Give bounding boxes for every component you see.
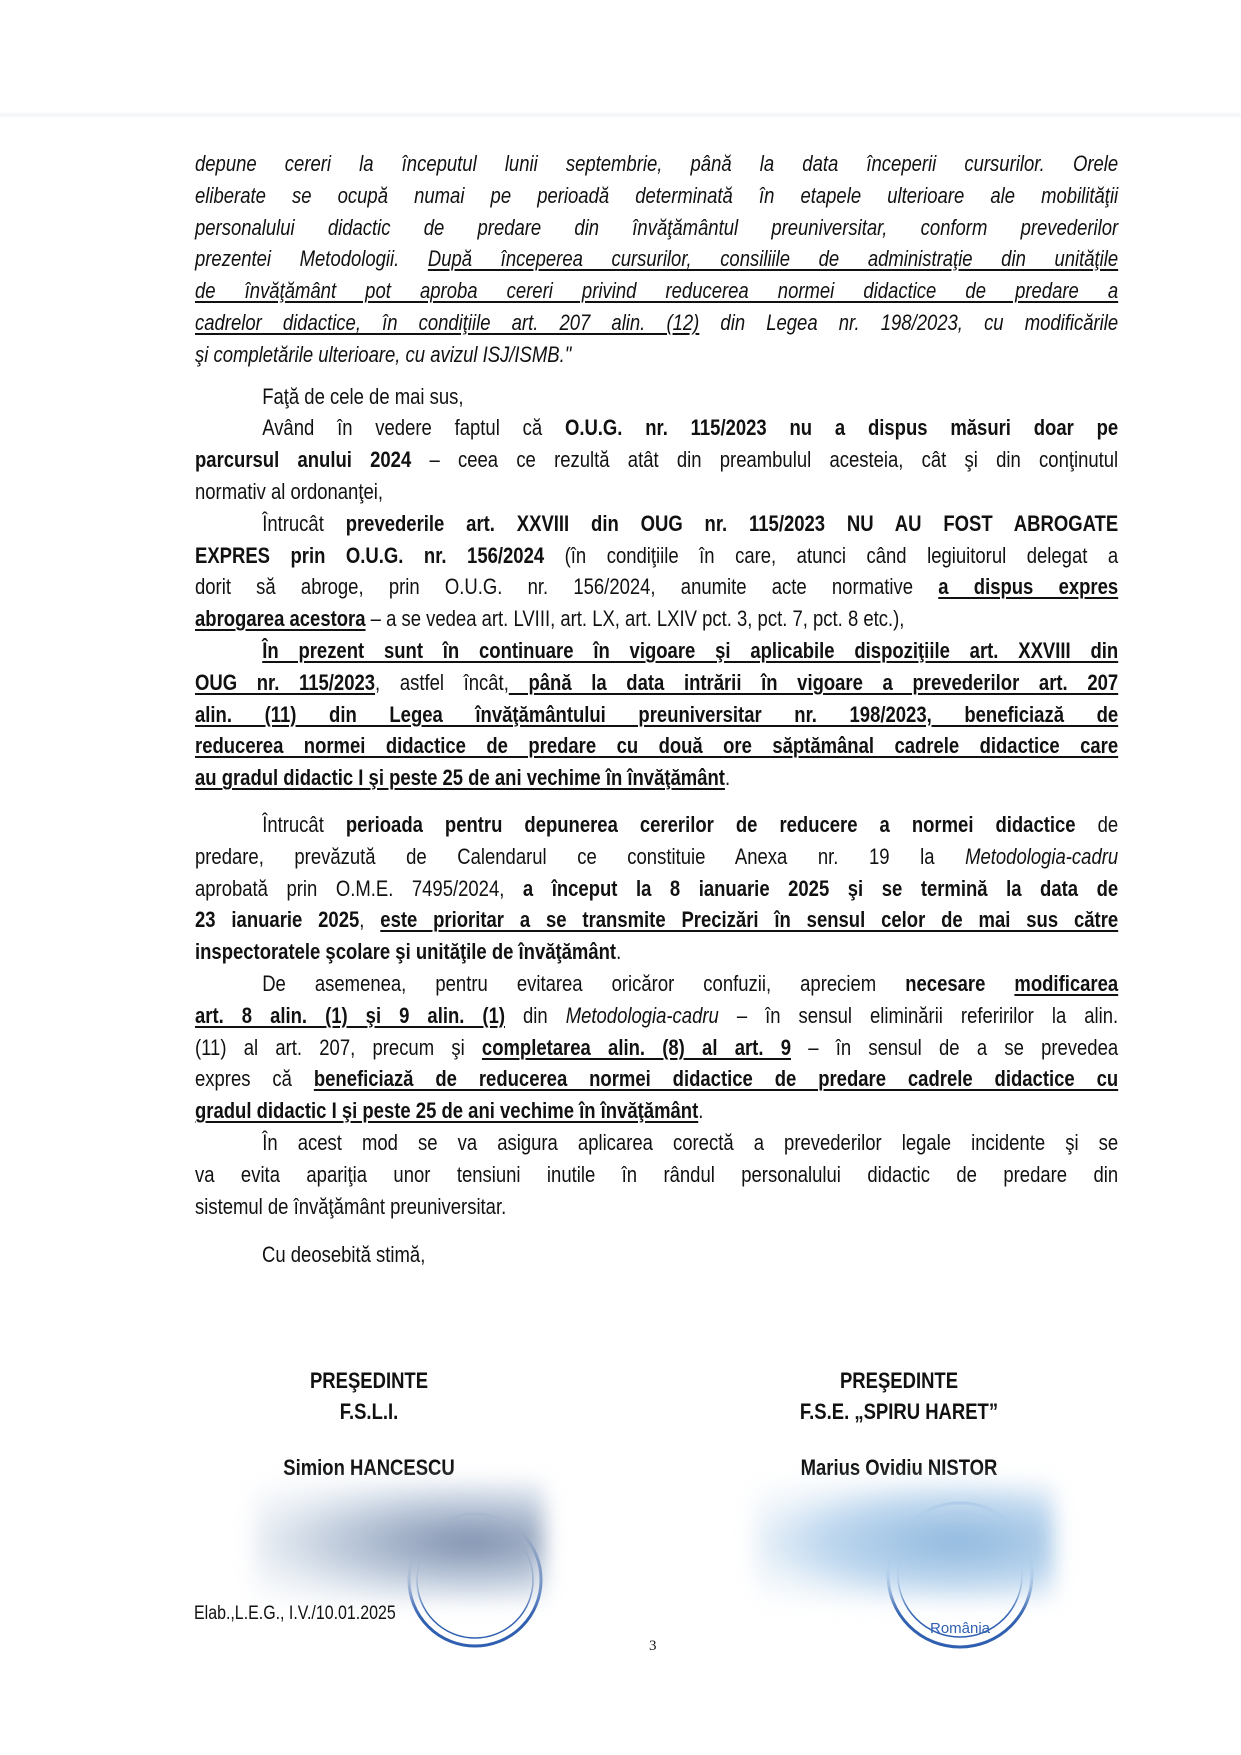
name-text: Simion HANCESCU: [283, 1455, 455, 1480]
emphasized-text: abrogarea acestora: [195, 606, 366, 632]
emphasized-text: cadrelor didactice, în condiţiile art. 207 alin. (12): [195, 309, 700, 335]
text-segment: depune cereri la începutul lunii septembrie, până la data începerii cursurilor. Orele: [195, 151, 1119, 176]
emphasized-text: este prioritar a se transmite Precizări în sensul celor de mai sus către: [380, 907, 1119, 933]
closing-text: Cu deosebită stimă,: [262, 1242, 426, 1267]
text-line: [195, 212, 1118, 244]
text-line: [195, 809, 1118, 841]
text-line: [195, 699, 1118, 731]
emphasized-text: de învăţământ pot aproba cereri privind reducerea normei didactice de predare a: [195, 278, 1119, 304]
emphasized-text: a dispus expres: [938, 574, 1119, 600]
text-segment: Întrucât: [262, 811, 346, 837]
text-segment: – a se vedea art. LVIII, art. LX, art. LXIV pct. 3, pct. 7, pct. 8 etc.),: [365, 606, 905, 632]
text-line: [195, 275, 1118, 307]
text-line: [195, 540, 1118, 572]
paragraph: [195, 412, 1118, 507]
text-line: [195, 243, 1118, 275]
emphasized-text: beneficiază de reducerea normei didactice de predare cadrele didactice cu: [313, 1066, 1119, 1092]
text-line: [195, 730, 1118, 762]
text-segment: În acest mod se va asigura aplicarea corectă a prevederilor legale incidente şi se: [262, 1129, 1119, 1155]
text-segment: – ceea ce rezultă atât din preambulul acesteia, cât şi din conţinutul: [411, 447, 1119, 473]
paragraph: [195, 635, 1118, 794]
stamp-right-text: România: [929, 1620, 991, 1637]
elaboration-note: [194, 1603, 434, 1625]
emphasized-text: modificarea: [1014, 970, 1119, 996]
text-segment: prevederile art. XXVIII din OUG nr. 115/2023 NU AU FOST ABROGATE: [345, 510, 1119, 536]
text-segment: 23 ianuarie 2025: [195, 907, 360, 933]
name-text: Marius Ovidiu NISTOR: [800, 1455, 998, 1480]
text-segment: eliberate se ocupă numai pe perioadă determinată în etapele ulterioare ale mobilităţii: [195, 182, 1119, 208]
text-line: [195, 1159, 1118, 1191]
text-segment: , astfel încât,: [375, 669, 509, 695]
closing-salutation: [262, 1242, 456, 1268]
text-segment: – în sensul de a se prevedea: [790, 1034, 1119, 1060]
text-segment: aprobată prin O.M.E. 7495/2024,: [195, 875, 523, 901]
text-segment: perioada pentru depunerea cererilor de reducere a normei didactice: [345, 811, 1076, 837]
text-line: [195, 148, 1118, 180]
text-line: [195, 412, 1118, 444]
text-line: [195, 1000, 1118, 1032]
redacted-signature-left: [254, 1482, 544, 1602]
org-text: F.S.L.I.: [339, 1399, 399, 1424]
paragraph: [195, 148, 1118, 371]
text-segment: parcursul anului 2024: [195, 447, 412, 473]
text-segment: a început la 8 ianuarie 2025 şi se termină la data de: [522, 875, 1119, 901]
emphasized-text: art. 8 alin. (1) şi 9 alin. (1): [195, 1002, 505, 1028]
paragraph: [195, 968, 1118, 1127]
emphasized-text: alin. (11) din Legea învăţământului preuniversitar nr. 198/2023, beneficiază de: [195, 701, 1119, 727]
emphasized-text: În prezent sunt în continuare în vigoare şi aplicabile dispoziţiile art. XXVIII din: [262, 637, 1119, 663]
text-segment: prezentei Metodologii.: [195, 246, 428, 272]
emphasized-text: reducerea normei didactice de predare cu două ore săptămânal cadrele didactice care: [195, 733, 1119, 759]
role-text: PREŞEDINTE: [839, 1368, 959, 1393]
text-segment: De asemenea, pentru evitarea oricăror confuzii, apreciem: [262, 970, 906, 996]
text-segment: şi completările ulterioare, cu avizul ISJ/ISMB.": [195, 341, 572, 367]
text-line: [195, 762, 1118, 794]
emphasized-text: OUG nr. 115/2023: [195, 669, 376, 695]
text-segment: va evita apariţia unor tensiuni inutile în rândul personalului didactic de predare din: [195, 1161, 1119, 1187]
text-segment: necesare: [905, 970, 1015, 996]
text-line: [195, 1127, 1118, 1159]
text-line: [195, 1063, 1118, 1095]
text-segment: dorit să abroge, prin O.U.G. nr. 156/2024, anumite acte normative: [195, 574, 939, 600]
text-segment: – în sensul eliminării referirilor la alin.: [718, 1002, 1119, 1028]
signature-left-name: [267, 1455, 471, 1481]
text-line: [195, 936, 1118, 968]
text-line: [195, 1095, 1118, 1127]
text-segment: Având în vedere faptul că: [262, 415, 565, 441]
text-segment: O.U.G. nr. 115/2023 nu a dispus măsuri doar pe: [564, 415, 1119, 441]
emphasized-text: completarea alin. (8) al art. 9: [481, 1034, 791, 1060]
text-segment: inspectoratele şcolare şi unităţile de învăţământ: [195, 939, 617, 965]
paragraph: [195, 809, 1118, 968]
text-line: [195, 307, 1118, 339]
letter-body: [195, 148, 1118, 1222]
text-line: [195, 904, 1118, 936]
text-segment: Metodologia-cadru: [565, 1002, 719, 1028]
text-segment: ,: [359, 907, 381, 933]
text-segment: (în condiţiile în care, atunci când legiuitorul delegat a: [544, 542, 1119, 568]
text-line: [195, 1191, 1118, 1223]
text-segment: Întrucât: [262, 510, 346, 536]
text-segment: .: [616, 939, 622, 965]
text-line: [195, 508, 1118, 540]
text-line: [195, 968, 1118, 1000]
signature-right-name: [782, 1455, 1016, 1481]
signature-left-role: [299, 1368, 440, 1394]
elaboration-text: Elab.,L.E.G., I.V./10.01.2025: [194, 1603, 396, 1624]
text-line: [195, 667, 1118, 699]
text-line: [195, 180, 1118, 212]
text-line: [195, 476, 1118, 508]
paragraph: [195, 1127, 1118, 1222]
text-segment: .: [698, 1098, 704, 1124]
redacted-signature-right: [754, 1482, 1054, 1602]
paragraph: [195, 381, 1118, 413]
text-segment: normativ al ordonanţei,: [195, 478, 383, 504]
emphasized-text: au gradul didactic I şi peste 25 de ani vechime în învăţământ: [195, 765, 725, 791]
text-line: [195, 1032, 1118, 1064]
signature-right-role: [829, 1368, 970, 1394]
emphasized-text: După începerea cursurilor, consiliile de administraţie din unităţile: [427, 246, 1119, 272]
text-line: [195, 635, 1118, 667]
text-segment: Faţă de cele de mai sus,: [262, 383, 464, 409]
text-line: [195, 444, 1118, 476]
text-segment: .: [724, 765, 731, 791]
text-line: [195, 381, 1118, 413]
text-segment: din Legea nr. 198/2023, cu modificările: [699, 309, 1119, 335]
text-segment: din: [504, 1002, 566, 1028]
text-segment: personalului didactic de predare din învăţământul preuniversitar, conform prevederilor: [195, 214, 1119, 240]
text-line: [195, 339, 1118, 371]
text-segment: sistemul de învăţământ preuniversitar.: [195, 1193, 507, 1219]
text-line: [195, 841, 1118, 873]
emphasized-text: gradul didactic I şi peste 25 de ani vechime în învăţământ: [195, 1098, 699, 1124]
text-segment: EXPRES prin O.U.G. nr. 156/2024: [195, 542, 545, 568]
text-line: [195, 571, 1118, 603]
org-text: F.S.E. „SPIRU HARET”: [799, 1399, 999, 1424]
text-segment: predare, prevăzută de Calendarul ce constituie Anexa nr. 19 la: [195, 843, 966, 869]
signature-left-org: [334, 1399, 404, 1425]
emphasized-text: până la data intrării în vigoare a prevederilor art. 207: [508, 669, 1119, 695]
scan-edge: [0, 112, 1241, 118]
page-number: 3: [649, 1638, 657, 1654]
role-text: PREŞEDINTE: [309, 1368, 429, 1393]
text-segment: (11) al art. 207, precum şi: [195, 1034, 482, 1060]
text-segment: expres că: [195, 1066, 314, 1092]
text-line: [195, 873, 1118, 905]
paragraph: [195, 508, 1118, 635]
text-segment: Metodologia-cadru: [965, 843, 1119, 869]
text-line: [195, 603, 1118, 635]
text-segment: de: [1075, 811, 1119, 837]
signature-right-org: [781, 1399, 1017, 1425]
